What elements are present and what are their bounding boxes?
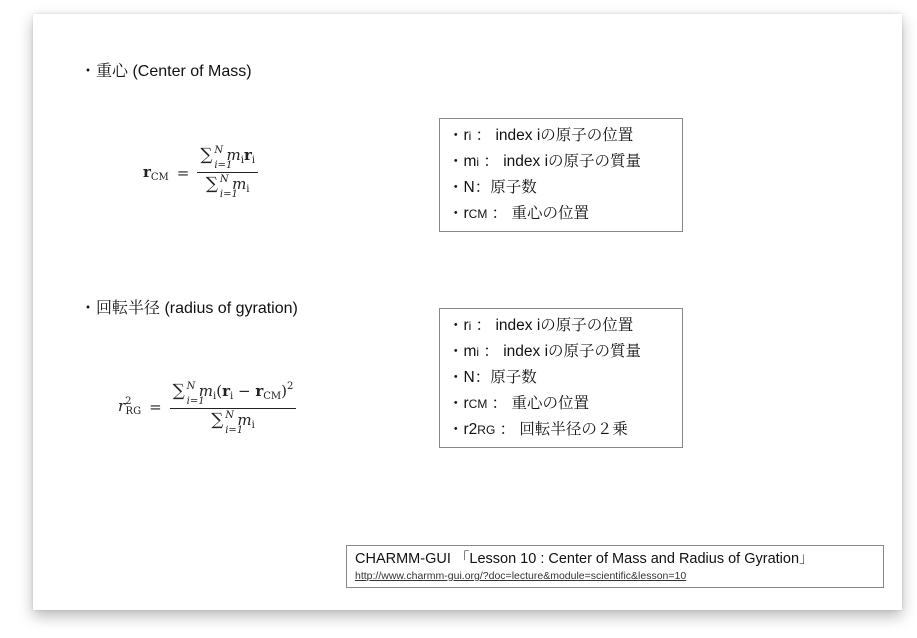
- definition-line: ・rCM ： 重心の位置: [448, 395, 589, 412]
- formula-denominator: ∑ N i=1 $m_i$: [205, 174, 250, 200]
- definition-line: ・ri ： index iの原子の位置: [448, 317, 634, 334]
- reference-box: [346, 545, 884, 588]
- center-of-mass-formula: $r_{CM}$ = ∑ N i=1 $m_ir_i$ ∑ N i=1 $m_i$: [143, 144, 258, 201]
- formula-lhs: $r_{CM}$: [143, 162, 169, 183]
- radius-of-gyration-heading: ・回転半径 (radius of gyration): [80, 300, 298, 317]
- formula-numerator: ∑ N i=1 $m_i(r_i - r_{CM})^2$: [170, 376, 297, 409]
- definition-line: ・N：原子数: [448, 179, 537, 196]
- center-of-mass-definitions: [439, 118, 683, 232]
- radius-of-gyration-definitions: [439, 308, 683, 448]
- formula-lhs: $r^2_{RG}$: [118, 396, 142, 417]
- formula-fraction: [197, 144, 258, 201]
- definition-line: ・mi ： index iの原子の質量: [448, 343, 642, 360]
- definition-line: ・r2RG ： 回転半径の２乗: [448, 421, 628, 438]
- formula-fraction: [170, 376, 297, 437]
- formula-numerator: ∑ N i=1 $m_ir_i$: [197, 144, 258, 173]
- definition-line: ・rCM ： 重心の位置: [448, 205, 589, 222]
- reference-title: CHARMM-GUI 「Lesson 10 : Center of Mass and Radius of Gyration」: [355, 551, 814, 567]
- definition-line: ・N：原子数: [448, 369, 537, 386]
- formula-denominator: ∑ N i=1 $m_i$: [211, 410, 255, 436]
- center-of-mass-heading: ・重心 (Center of Mass): [80, 63, 252, 80]
- definition-line: ・ri ： index iの原子の位置: [448, 127, 634, 144]
- radius-of-gyration-formula: $r^2_{RG}$ = ∑ N i=1 $m_i(r_i - r_{CM})^2$ ∑ N i=1 $m_i$: [118, 376, 296, 437]
- definition-line: ・mi ： index iの原子の質量: [448, 153, 642, 170]
- slide: [33, 14, 902, 610]
- reference-link[interactable]: http://www.charmm-gui.org/?doc=lecture&module=scientific&lesson=10: [355, 570, 687, 582]
